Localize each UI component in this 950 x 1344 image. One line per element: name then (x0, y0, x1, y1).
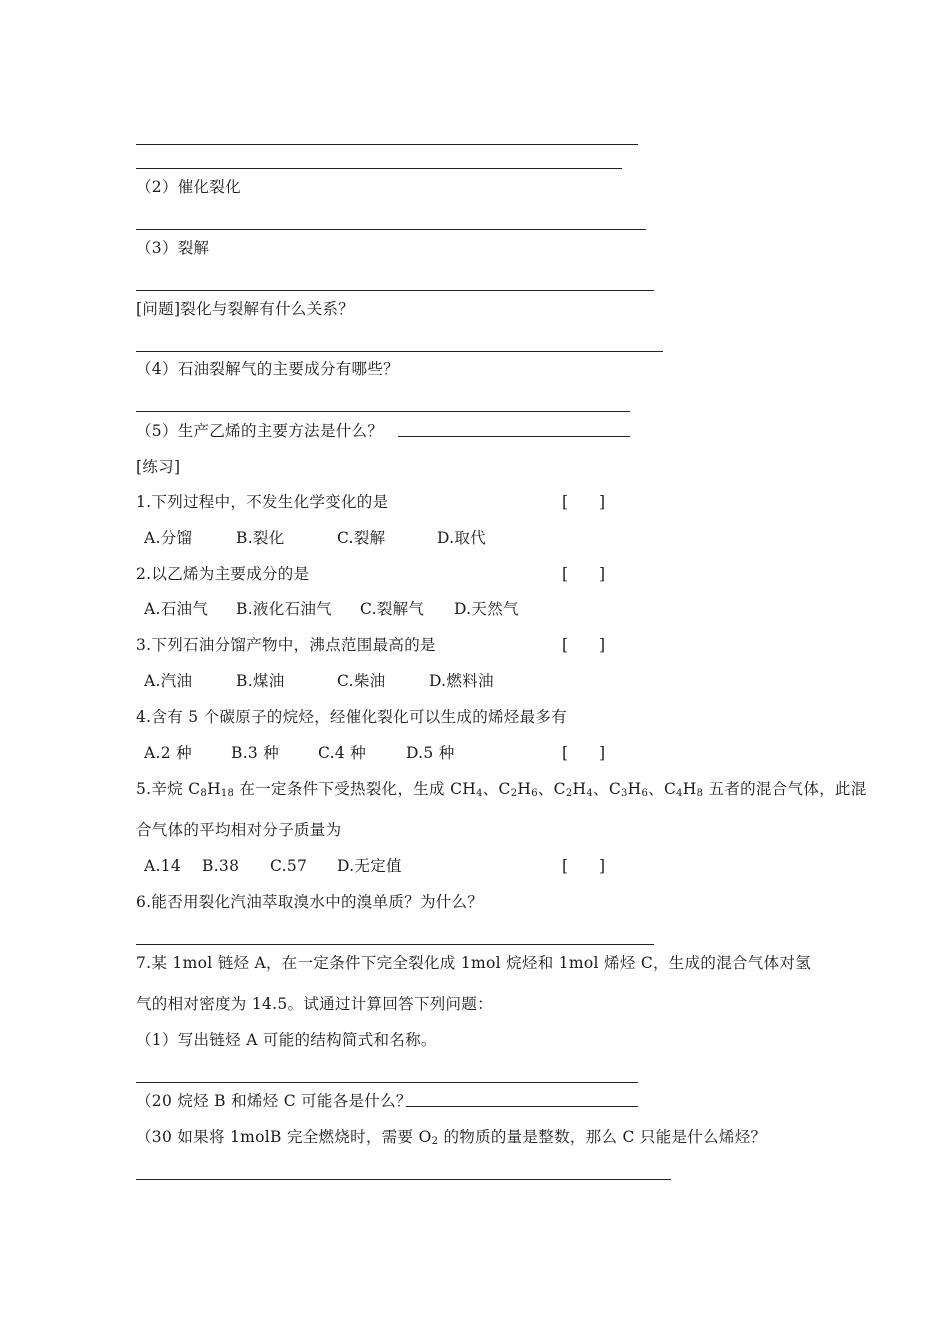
q4-option-a[interactable]: A.2 种 (144, 744, 192, 762)
inline-answer-line[interactable] (406, 1106, 638, 1107)
q4-option-b[interactable]: B.3 种 (231, 744, 280, 762)
q3-option-d[interactable]: D.燃料油 (429, 672, 494, 690)
q1-answer-bracket[interactable]: [ ] (562, 493, 606, 511)
formula-octane: $C_8H_{18}$ (188, 780, 235, 799)
q2-option-c[interactable]: C.裂解气 (360, 600, 425, 618)
q3-option-c[interactable]: C.柴油 (337, 672, 386, 690)
formula-products: $CH_4$、$C_2H_6$、$C_2H_4$、$C_3H_6$、$C_4H_8$ (450, 780, 704, 799)
answer-line[interactable] (136, 1179, 671, 1180)
q1-option-c[interactable]: C.裂解 (337, 529, 386, 547)
q2-answer-bracket[interactable]: [ ] (562, 565, 606, 583)
q4-option-c[interactable]: C.4 种 (318, 744, 367, 762)
q4-stem: 4.含有 5 个碳原子的烷烃，经催化裂化可以生成的烯烃最多有 (136, 708, 568, 726)
inline-answer-line[interactable] (398, 436, 630, 437)
q2-option-d[interactable]: D.天然气 (454, 600, 519, 618)
q5-option-c[interactable]: C.57 (270, 857, 308, 875)
answer-line[interactable] (136, 168, 622, 169)
q2-option-a[interactable]: A.石油气 (144, 600, 209, 618)
q5-stem-line1: 5.辛烷 $C_8H_{18}$ 在一定条件下受热裂化，生成 $CH_4$、$C_2H_6$、$C_2H_4$、$C_3H_6$、$C_4H_8$ 五者的混合气体，此混 (136, 780, 867, 799)
section-pyrolysis: （3）裂解 (136, 239, 210, 257)
q2-option-b[interactable]: B.液化石油气 (236, 600, 332, 618)
answer-line[interactable] (136, 229, 646, 230)
answer-line[interactable] (136, 411, 630, 412)
section-ethylene-method: （5）生产乙烯的主要方法是什么？ (136, 422, 384, 440)
practice-heading: [练习] (136, 458, 181, 476)
q5-answer-bracket[interactable]: [ ] (562, 857, 606, 875)
q7-part2: （20 烷烃 B 和烯烃 C 可能各是什么？ (136, 1092, 412, 1110)
q3-stem: 3.下列石油分馏产物中，沸点范围最高的是 (136, 636, 436, 654)
q3-option-a[interactable]: A.汽油 (144, 672, 193, 690)
answer-line[interactable] (136, 290, 654, 291)
q4-option-d[interactable]: D.5 种 (406, 744, 455, 762)
section-cracked-gas: （4）石油裂解气的主要成分有哪些？ (136, 360, 399, 378)
question-heading: [问题]裂化与裂解有什么关系？ (136, 300, 355, 318)
q1-option-b[interactable]: B.裂化 (236, 529, 285, 547)
q1-option-a[interactable]: A.分馏 (144, 529, 193, 547)
q4-answer-bracket[interactable]: [ ] (562, 744, 606, 762)
q5-option-a[interactable]: A.14 (144, 857, 182, 875)
section-catalytic-cracking: （2）催化裂化 (136, 178, 241, 196)
answer-line[interactable] (136, 944, 654, 945)
q7-part1: （1）写出链烃 A 可能的结构简式和名称。 (136, 1031, 437, 1049)
q2-stem: 2.以乙烯为主要成分的是 (136, 565, 310, 583)
q3-option-b[interactable]: B.煤油 (236, 672, 285, 690)
q7-stem-line1: 7.某 1mol 链烃 A，在一定条件下完全裂化成 1mol 烷烃和 1mol 烯烃 C，生成的混合气体对氢 (136, 954, 812, 972)
q1-option-d[interactable]: D.取代 (437, 529, 487, 547)
q7-part3: （30 如果将 1molB 完全燃烧时，需要 $O_2$ 的物质的量是整数，那么 C 只能是什么烯烃？ (136, 1128, 767, 1147)
answer-line[interactable] (136, 1082, 638, 1083)
q5-option-b[interactable]: B.38 (202, 857, 240, 875)
answer-line[interactable] (136, 144, 638, 145)
q7-stem-line2: 气的相对密度为 14.5。试通过计算回答下列问题： (136, 995, 493, 1013)
q6-stem: 6.能否用裂化汽油萃取溴水中的溴单质？为什么？ (136, 893, 484, 911)
q1-stem: 1.下列过程中，不发生化学变化的是 (136, 493, 389, 511)
q5-option-d[interactable]: D.无定值 (337, 857, 402, 875)
answer-line[interactable] (136, 351, 663, 352)
q3-answer-bracket[interactable]: [ ] (562, 636, 606, 654)
q5-stem-line2: 合气体的平均相对分子质量为 (136, 821, 342, 839)
